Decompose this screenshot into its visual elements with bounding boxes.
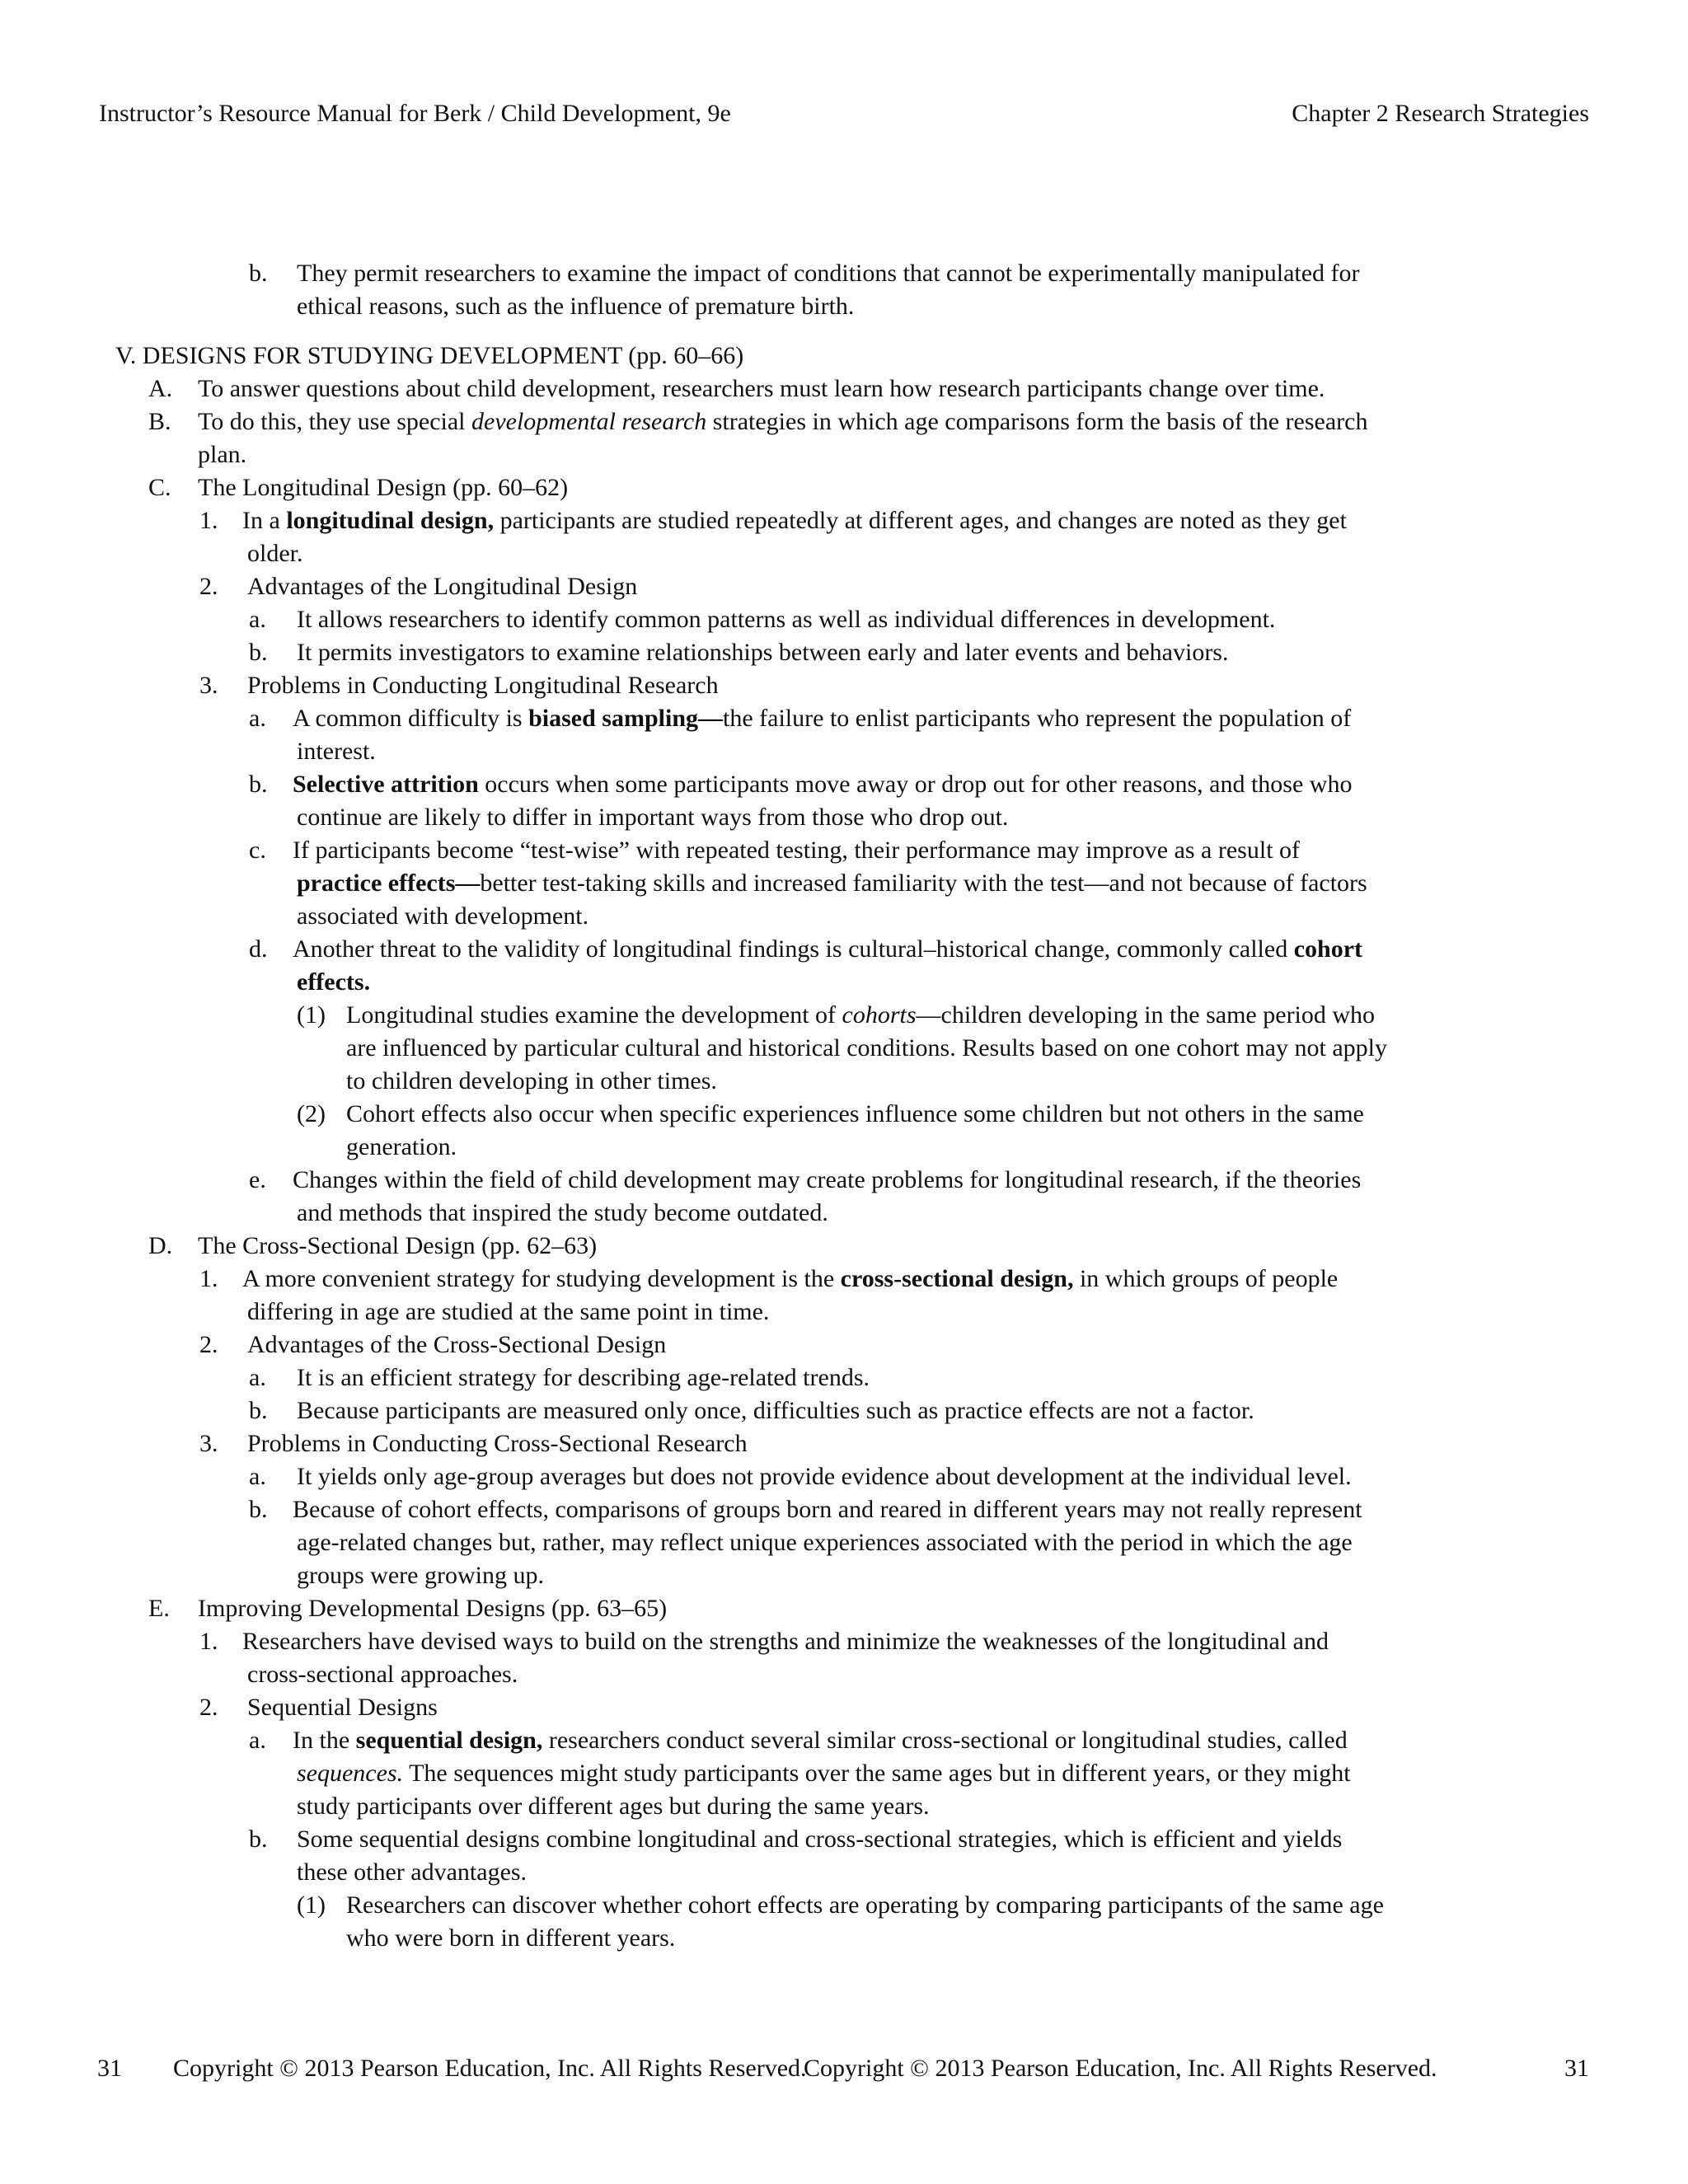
text-run: Sequential Designs [247, 1694, 438, 1721]
text-run: are influenced by particular cultural and historical conditions. Results based on one cohort may not apply [346, 1034, 1387, 1062]
text-run: To do this, they use special [198, 408, 472, 435]
outline-line [293, 1724, 1348, 1757]
outline-line [247, 1427, 748, 1460]
outline-line [198, 373, 1325, 405]
text-run: generation. [346, 1133, 457, 1160]
copyright-right: Copyright © 2013 Pearson Education, Inc. All Rights Reserved. [804, 2055, 1437, 2082]
outline-marker: a. [249, 1364, 266, 1391]
text-run: Advantages of the Cross-Sectional Design [247, 1331, 667, 1358]
outline-line [297, 1790, 930, 1823]
outline-line [247, 1691, 438, 1724]
outline-marker: (2) [297, 1100, 326, 1127]
running-header-chapter: Chapter 2 Research Strategies [1292, 100, 1589, 127]
running-header-title: Instructor’s Resource Manual for Berk / Child Development, 9e [99, 100, 731, 127]
text-run: Another threat to the validity of longitudinal findings is cultural–historical change, commonly called [293, 935, 1294, 963]
outline-line [297, 1856, 527, 1889]
text-run: Researchers have devised ways to build on the strengths and minimize the weaknesses of the longitudinal and [242, 1628, 1329, 1655]
text-run: interest. [297, 738, 376, 765]
text-run: Longitudinal studies examine the development of [346, 1001, 842, 1029]
outline-line [247, 1658, 518, 1691]
outline-line [297, 867, 1367, 900]
text-run: better test-taking skills and increased familiarity with the test—and not because of factors [480, 869, 1367, 897]
italic-text: developmental research [471, 408, 707, 435]
outline-marker: c. [249, 837, 266, 864]
outline-line [247, 1329, 666, 1361]
outline-marker: b. [249, 1825, 268, 1853]
key-term: cohort [1293, 935, 1363, 963]
outline-line [297, 801, 1008, 834]
outline-line [293, 834, 1300, 867]
text-run: participants are studied repeatedly at different ages, and changes are noted as they get [494, 507, 1347, 534]
text-run: If participants become “test-wise” with repeated testing, their performance may improve as a result of [293, 837, 1301, 864]
text-run: It permits investigators to examine relationships between early and later events and behaviors. [297, 639, 1229, 666]
outline-line [293, 702, 1351, 735]
text-run: associated with development. [297, 902, 589, 930]
outline-line [293, 1164, 1361, 1197]
text-run: It allows researchers to identify common patterns as well as individual differences in development. [297, 606, 1276, 633]
outline-line [346, 1032, 1387, 1065]
key-term: cross-sectional design, [840, 1265, 1074, 1292]
text-run: study participants over different ages but during the same years. [297, 1793, 930, 1820]
outline-line [346, 1922, 675, 1955]
outline-line [297, 966, 370, 999]
text-run: strategies in which age comparisons form the basis of the research [706, 408, 1368, 435]
text-run: who were born in different years. [346, 1924, 676, 1952]
text-run: Problems in Conducting Cross-Sectional Research [247, 1430, 748, 1457]
outline-marker: C. [148, 474, 171, 501]
text-run: Changes within the field of child development may create problems for longitudinal research, if the theories [293, 1166, 1362, 1193]
outline-line [198, 471, 568, 504]
outline-line [297, 1460, 1352, 1493]
text-run: In a [242, 507, 287, 534]
outline-marker: (1) [297, 1891, 326, 1919]
italic-text: sequences. [297, 1760, 404, 1787]
text-run: plan. [198, 441, 247, 468]
outline-marker: 3. [199, 672, 218, 699]
outline-line [346, 999, 1375, 1032]
text-run: these other advantages. [297, 1858, 528, 1886]
text-run: The Longitudinal Design (pp. 60–62) [198, 474, 569, 501]
outline-line [297, 1823, 1342, 1856]
outline-line [346, 1889, 1384, 1922]
text-run: groups were growing up. [297, 1562, 544, 1589]
outline-line [297, 1361, 870, 1394]
outline-line [297, 636, 1228, 669]
text-run: It yields only age-group averages but does not provide evidence about development at the individual level. [297, 1463, 1352, 1490]
text-run: differing in age are studied at the same point in time. [247, 1298, 770, 1325]
outline-line [293, 768, 1352, 801]
italic-text: cohorts [842, 1001, 917, 1029]
outline-line [198, 438, 246, 471]
text-run: Because participants are measured only once, difficulties such as practice effects are not a factor. [297, 1397, 1254, 1424]
text-run: A more convenient strategy for studying development is the [242, 1265, 841, 1292]
text-run: V. DESIGNS FOR STUDYING DEVELOPMENT (pp. 60–66) [115, 342, 744, 369]
outline-line [293, 933, 1362, 966]
text-run: cross-sectional approaches. [247, 1661, 518, 1688]
text-run: to children developing in other times. [346, 1067, 717, 1094]
outline-line [346, 1065, 717, 1098]
text-run: the failure to enlist participants who represent the population of [723, 705, 1352, 732]
outline-line [247, 669, 719, 702]
text-run: Improving Developmental Designs (pp. 63–65) [198, 1595, 668, 1622]
text-run: It is an efficient strategy for describing age-related trends. [297, 1364, 870, 1391]
outline-marker: b. [249, 1397, 268, 1424]
outline-line [297, 735, 376, 768]
outline-line [297, 1526, 1353, 1559]
outline-line [297, 1394, 1254, 1427]
outline-marker: d. [249, 935, 268, 963]
outline-marker: 1. [199, 1628, 218, 1655]
text-run: —children developing in the same period who [916, 1001, 1376, 1029]
outline-marker: e. [249, 1166, 266, 1193]
outline-marker: E. [148, 1595, 170, 1622]
text-run: The sequences might study participants over the same ages but in different years, or they might [403, 1760, 1351, 1787]
text-run: Problems in Conducting Longitudinal Research [247, 672, 719, 699]
text-run: continue are likely to differ in important ways from those who drop out. [297, 804, 1009, 831]
outline-marker: A. [148, 375, 173, 402]
text-run: ethical reasons, such as the influence of premature birth. [297, 293, 855, 320]
outline-marker: B. [148, 408, 171, 435]
outline-marker: b. [249, 771, 268, 798]
text-run: Researchers can discover whether cohort effects are operating by comparing participants of the same age [346, 1891, 1384, 1919]
copyright-left: Copyright © 2013 Pearson Education, Inc. All Rights Reserved. [173, 2055, 807, 2082]
text-run: age-related changes but, rather, may reflect unique experiences associated with the period in which the age [297, 1529, 1353, 1556]
text-run: researchers conduct several similar cross-sectional or longitudinal studies, called [542, 1727, 1348, 1754]
outline-line [297, 257, 1360, 290]
outline-marker: 3. [199, 1430, 218, 1457]
outline-marker: a. [249, 606, 266, 633]
outline-line [297, 1559, 544, 1592]
outline-line [297, 1757, 1351, 1790]
outline-line [198, 1592, 667, 1625]
outline-line [247, 570, 637, 603]
outline-line [297, 900, 588, 933]
outline-marker: b. [249, 639, 268, 666]
outline-marker: a. [249, 1727, 266, 1754]
text-run: In the [293, 1727, 356, 1754]
outline-line [346, 1131, 457, 1164]
outline-line [346, 1098, 1364, 1131]
text-run: Because of cohort effects, comparisons of groups born and reared in different years may not really represent [293, 1496, 1362, 1523]
key-term: effects. [297, 968, 371, 996]
outline-line [247, 1296, 769, 1329]
page-number-left: 31 [97, 2055, 122, 2082]
text-run: older. [247, 540, 303, 567]
text-run: They permit researchers to examine the impact of conditions that cannot be experimentally manipulated for [297, 260, 1360, 287]
outline-marker: 2. [199, 573, 218, 600]
text-run: and methods that inspired the study become outdated. [297, 1199, 828, 1226]
key-term: longitudinal design, [286, 507, 495, 534]
page-number-right: 31 [1564, 2055, 1589, 2082]
outline-line [242, 1625, 1329, 1658]
outline-line [247, 537, 303, 570]
outline-marker: 2. [199, 1331, 218, 1358]
text-run: To answer questions about child development, researchers must learn how research participants change over time. [198, 375, 1325, 402]
outline-marker: (1) [297, 1001, 326, 1029]
outline-line [242, 1263, 1338, 1296]
outline-line [297, 1197, 828, 1230]
key-term: sequential design, [355, 1727, 543, 1754]
outline-line [198, 405, 1367, 438]
outline-marker: 1. [199, 507, 218, 534]
outline-marker: 1. [199, 1265, 218, 1292]
key-term: Selective attrition [293, 771, 479, 798]
text-run: occurs when some participants move away or drop out for other reasons, and those who [478, 771, 1353, 798]
outline-marker: b. [249, 1496, 268, 1523]
key-term: biased sampling— [528, 705, 724, 732]
outline-marker: D. [148, 1232, 173, 1259]
outline-line [115, 340, 743, 373]
text-run: Some sequential designs combine longitudinal and cross-sectional strategies, which is efficient and yields [297, 1825, 1343, 1853]
outline-line [198, 1230, 597, 1263]
outline-line [242, 504, 1347, 537]
outline-marker: b. [249, 260, 268, 287]
key-term: practice effects— [297, 869, 481, 897]
outline-marker: a. [249, 1463, 266, 1490]
outline-marker: a. [249, 705, 266, 732]
text-run: Advantages of the Longitudinal Design [247, 573, 638, 600]
text-run: in which groups of people [1073, 1265, 1339, 1292]
outline-line [297, 290, 854, 323]
text-run: A common difficulty is [293, 705, 529, 732]
text-run: The Cross-Sectional Design (pp. 62–63) [198, 1232, 598, 1259]
outline-line [297, 603, 1275, 636]
outline-line [293, 1493, 1362, 1526]
outline-marker: 2. [199, 1694, 218, 1721]
text-run: Cohort effects also occur when specific experiences influence some children but not others in the same [346, 1100, 1364, 1127]
